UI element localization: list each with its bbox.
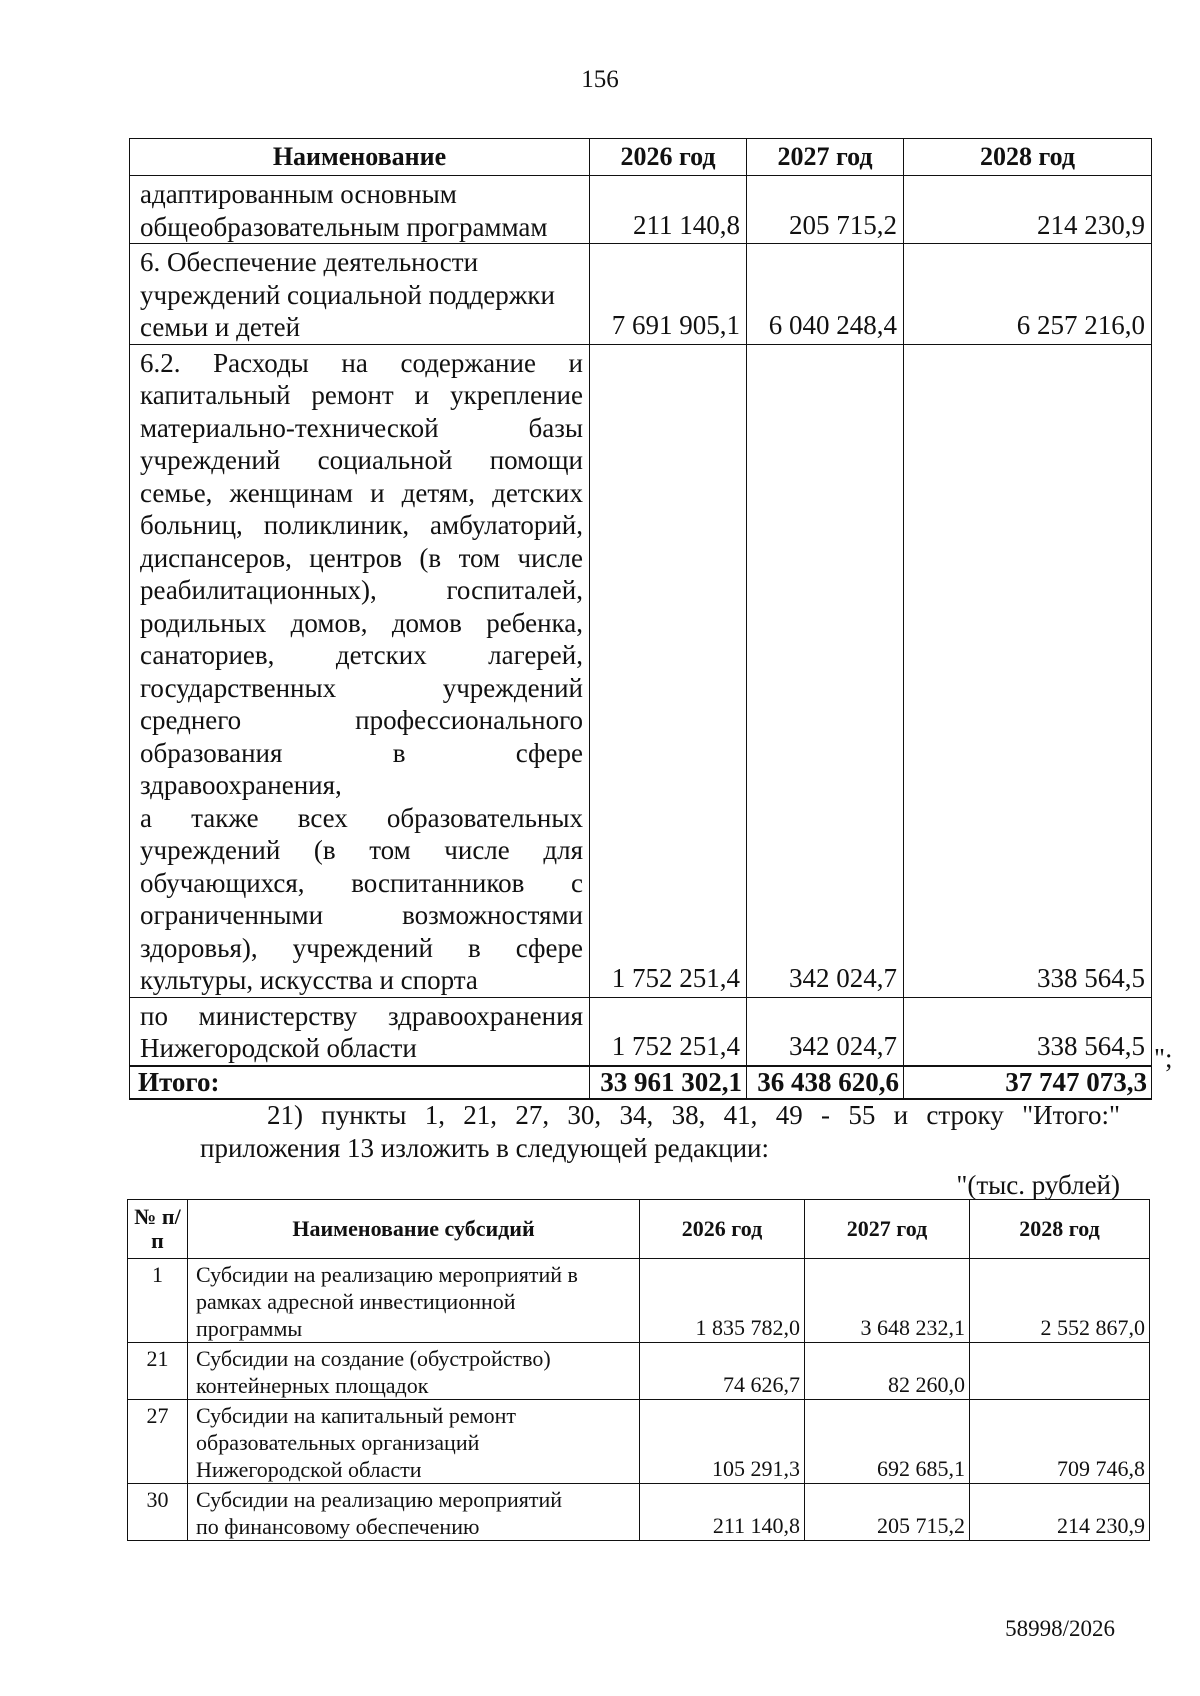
row-name-line: семье, женщинам и детям, детских	[140, 477, 583, 508]
row-name-line: учреждений (в том числе для	[140, 835, 583, 865]
subsidy-name	[188, 1484, 640, 1541]
table-row	[128, 1259, 1150, 1343]
row-name-line: образования в сфере здравоохранения,	[140, 737, 583, 800]
table-row	[128, 1400, 1150, 1484]
value-2028: 2 552 867,0	[970, 1259, 1150, 1343]
header-number: № п/п	[128, 1200, 188, 1259]
total-2028: 37 747 073,3	[904, 1066, 1152, 1099]
row-name	[130, 176, 590, 244]
row-name-line: реабилитационных), госпиталей,	[140, 575, 583, 605]
table-row	[130, 244, 1152, 345]
row-name-line: санаториев, детских лагерей,	[140, 640, 583, 670]
paragraph-line-2: приложения 13 изложить в следующей редакции:	[200, 1133, 769, 1163]
row-name-line: материально-технической базы	[140, 412, 583, 443]
value-2026: 74 626,7	[640, 1343, 805, 1400]
value-2026: 7 691 905,1	[590, 244, 747, 345]
header-2027: 2027 год	[805, 1200, 970, 1259]
page-number: 156	[581, 66, 619, 93]
row-name-line: 6.2. Расходы на содержание и	[140, 347, 583, 378]
header-2028: 2028 год	[904, 139, 1152, 176]
value-2027: 205 715,2	[747, 176, 904, 244]
row-name-line: ограниченными возможностями	[140, 900, 583, 930]
row-name-line: культуры, искусства и спорта	[140, 965, 478, 995]
row-name	[130, 344, 590, 997]
header-2027: 2027 год	[747, 139, 904, 176]
row-name-line: среднего профессионального	[140, 705, 583, 735]
row-name-line: здоровья), учреждений в сфере	[140, 932, 583, 963]
value-2026: 211 140,8	[640, 1484, 805, 1541]
value-2026: 1 752 251,4	[590, 344, 747, 997]
row-number: 1	[128, 1259, 188, 1343]
value-2026: 1 835 782,0	[640, 1259, 805, 1343]
value-2028: 338 564,5	[904, 344, 1152, 997]
value-2028: 709 746,8	[970, 1400, 1150, 1484]
value-2027: 82 260,0	[805, 1343, 970, 1400]
subsidy-name	[188, 1259, 640, 1343]
header-subsidy-name: Наименование субсидий	[188, 1200, 640, 1259]
row-name-line: семьи и детей	[140, 312, 301, 342]
row-name-line: а также всех образовательных	[140, 802, 583, 833]
document-number: 58998/2026	[1005, 1616, 1115, 1641]
value-2026: 1 752 251,4	[590, 997, 747, 1066]
subsidy-name-line: образовательных организаций	[196, 1430, 480, 1455]
row-name-line: учреждений социальной поддержки	[140, 279, 555, 310]
paragraph-line-1: 21) пункты 1, 21, 27, 30, 34, 38, 41, 49 - 55 и строку "Итого:"	[267, 1100, 1120, 1130]
table-header-row	[128, 1200, 1150, 1259]
total-2027: 36 438 620,6	[747, 1066, 904, 1099]
subsidy-name-line: программы	[196, 1316, 303, 1341]
subsidy-name-line: рамках адресной инвестиционной	[196, 1289, 516, 1314]
row-number: 30	[128, 1484, 188, 1541]
row-name-line: больниц, поликлиник, амбулаторий,	[140, 510, 583, 540]
value-2028: 6 257 216,0	[904, 244, 1152, 345]
budget-table	[129, 138, 1152, 1100]
header-name: Наименование	[130, 139, 590, 176]
row-name-line: по министерству здравоохранения	[140, 1000, 583, 1031]
row-name-line: капитальный ремонт и укрепление	[140, 380, 583, 410]
units-note: "(тыс. рублей)	[956, 1170, 1120, 1200]
row-name-line: адаптированным основным	[140, 179, 457, 209]
value-2027: 3 648 232,1	[805, 1259, 970, 1343]
value-2027: 342 024,7	[747, 344, 904, 997]
table-row	[130, 176, 1152, 244]
amendment-paragraph	[200, 1099, 1120, 1165]
row-name-line: диспансеров, центров (в том числе	[140, 542, 583, 573]
subsidy-name-line: Субсидии на реализацию мероприятий	[196, 1487, 563, 1512]
header-2028: 2028 год	[970, 1200, 1150, 1259]
header-2026: 2026 год	[640, 1200, 805, 1259]
value-2028	[970, 1343, 1150, 1400]
subsidy-name-line: контейнерных площадок	[196, 1373, 429, 1398]
row-number: 21	[128, 1343, 188, 1400]
table-row	[130, 997, 1152, 1066]
row-name-line: учреждений социальной помощи	[140, 445, 583, 475]
subsidy-name-line: Субсидии на создание (обустройство)	[196, 1346, 551, 1371]
row-name	[130, 997, 590, 1066]
table-row	[128, 1484, 1150, 1541]
subsidy-name-line: Субсидии на капитальный ремонт	[196, 1403, 516, 1428]
row-name-line: обучающихся, воспитанников с	[140, 867, 583, 898]
value-2027: 6 040 248,4	[747, 244, 904, 345]
table-row	[130, 344, 1152, 997]
row-name-line: 6. Обеспечение деятельности	[140, 247, 479, 277]
value-2027: 692 685,1	[805, 1400, 970, 1484]
subsidy-name-line: по финансовому обеспечению	[196, 1514, 480, 1539]
closing-mark: ";	[1154, 1043, 1173, 1073]
header-2026: 2026 год	[590, 139, 747, 176]
value-2028: 214 230,9	[970, 1484, 1150, 1541]
row-number: 27	[128, 1400, 188, 1484]
value-2027: 205 715,2	[805, 1484, 970, 1541]
value-2026: 211 140,8	[590, 176, 747, 244]
value-2028: 214 230,9	[904, 176, 1152, 244]
row-name-line: государственных учреждений	[140, 672, 583, 703]
subsidy-name	[188, 1343, 640, 1400]
total-2026: 33 961 302,1	[590, 1066, 747, 1099]
table-row	[128, 1343, 1150, 1400]
row-name-line: общеобразовательным программам	[140, 211, 548, 242]
value-2026: 105 291,3	[640, 1400, 805, 1484]
row-name	[130, 244, 590, 345]
total-label: Итого:	[130, 1066, 590, 1099]
subsidy-name	[188, 1400, 640, 1484]
total-row	[130, 1066, 1152, 1099]
row-name-line: родильных домов, домов ребенка,	[140, 607, 583, 638]
row-name-line: Нижегородской области	[140, 1033, 417, 1063]
subsidy-name-line: Нижегородской области	[196, 1457, 422, 1482]
subsidy-name-line: Субсидии на реализацию мероприятий в	[196, 1262, 578, 1287]
value-2028: 338 564,5	[904, 997, 1152, 1066]
table-header-row	[130, 139, 1152, 176]
value-2027: 342 024,7	[747, 997, 904, 1066]
subsidies-table	[127, 1199, 1150, 1541]
